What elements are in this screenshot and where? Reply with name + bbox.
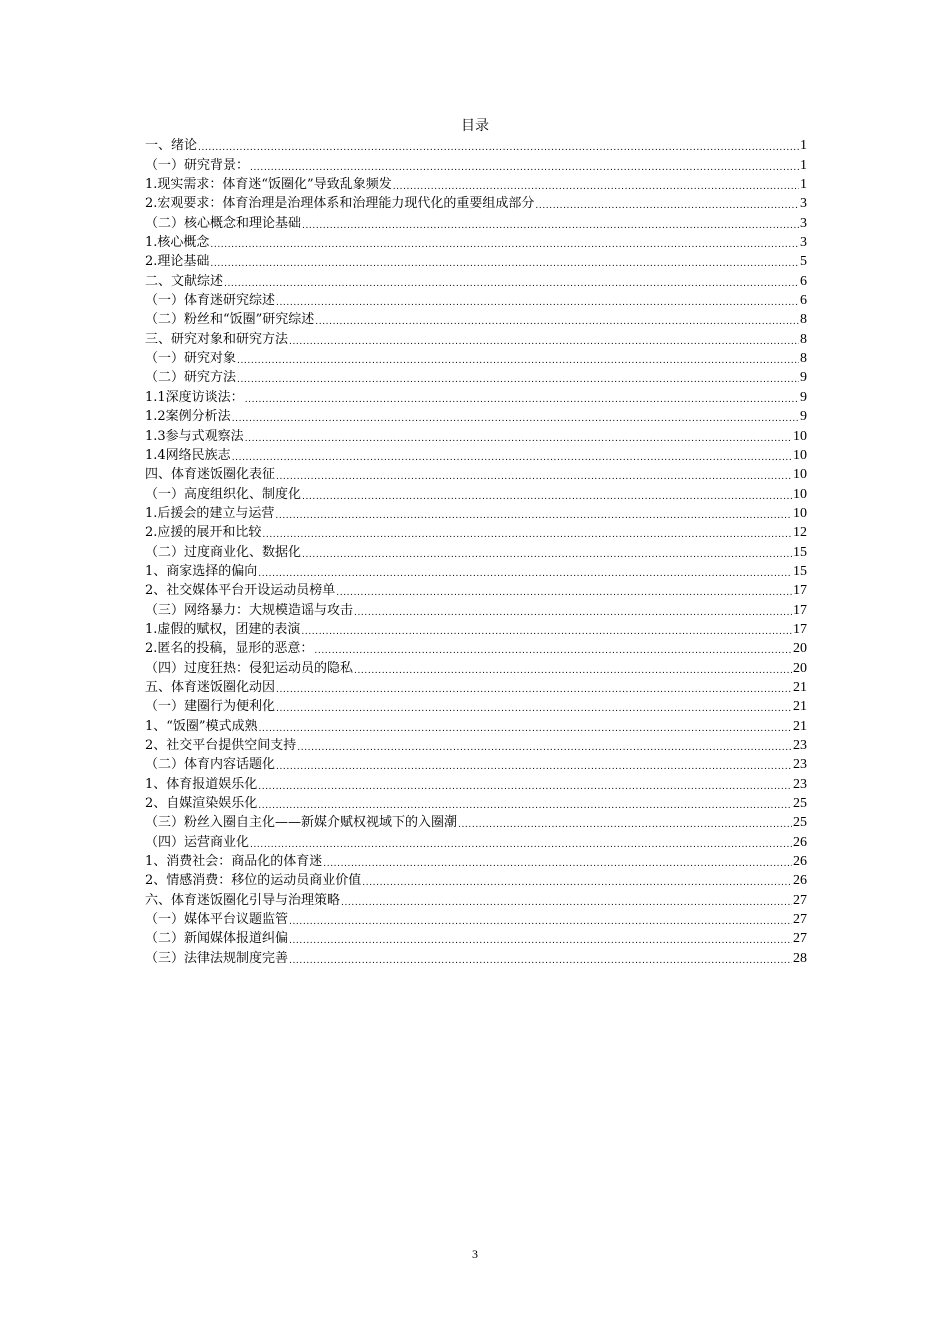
toc-entry[interactable]	[145, 233, 807, 252]
toc-entry-page: 21	[793, 679, 807, 695]
toc-entry-page: 26	[793, 854, 807, 870]
toc-entry[interactable]	[145, 271, 807, 290]
toc-entry-label: 1.现实需求：体育迷“饭圈化”导致乱象频发	[145, 177, 392, 193]
toc-entry-page: 8	[800, 351, 807, 367]
toc-dot-leader	[276, 755, 792, 774]
toc-dot-leader	[276, 465, 792, 484]
toc-entry-label: 四、体育迷饭圈化表征	[145, 467, 276, 483]
toc-entry-label: （四）过度狂热：侵犯运动员的隐私	[145, 660, 354, 676]
toc-entry-page: 9	[800, 409, 807, 425]
toc-dot-leader	[198, 136, 799, 155]
toc-entry-label: 2、社交平台提供空间支持	[145, 738, 297, 753]
toc-entry-page: 15	[793, 544, 807, 560]
toc-entry-page: 6	[800, 293, 807, 309]
toc-entry-page: 12	[793, 525, 807, 541]
toc-entry-label: 1.4网络民族志	[145, 447, 231, 463]
toc-entry[interactable]	[145, 852, 807, 871]
toc-dot-leader	[250, 156, 799, 175]
toc-entry-page: 25	[793, 815, 807, 831]
toc-dot-leader	[232, 446, 792, 465]
toc-dot-leader	[210, 252, 799, 271]
toc-dot-leader	[258, 562, 792, 581]
toc-entry-page: 26	[793, 873, 807, 889]
toc-entry-page: 20	[793, 641, 807, 657]
toc-entry-label: （一）高度组织化、制度化	[145, 486, 302, 502]
toc-dot-leader	[535, 194, 799, 213]
toc-dot-leader	[297, 736, 792, 755]
toc-entry-page: 10	[793, 428, 807, 444]
toc-entry-page: 28	[793, 950, 807, 966]
toc-entry[interactable]	[145, 523, 807, 542]
toc-entry-label: 一、绪论	[145, 138, 198, 154]
toc-entry[interactable]	[145, 368, 807, 387]
toc-entry-label: （二）研究方法	[145, 370, 237, 386]
toc-dot-leader	[289, 929, 792, 948]
page-number: 3	[472, 1247, 478, 1261]
toc-entry-label: （一）体育迷研究综述	[145, 293, 276, 309]
toc-dot-leader	[276, 697, 792, 716]
toc-entry-label: （三）法律法规制度完善	[145, 950, 289, 966]
toc-dot-leader	[458, 813, 792, 832]
toc-dot-leader	[224, 272, 799, 291]
toc-entry[interactable]	[145, 581, 807, 600]
toc-entry-label: 2.匿名的投稿，显形的恶意：	[145, 641, 314, 657]
toc-entry[interactable]	[145, 794, 807, 813]
toc-entry[interactable]	[145, 446, 807, 465]
toc-entry-page: 20	[793, 660, 807, 676]
toc-entry[interactable]	[145, 484, 807, 503]
toc-dot-leader	[250, 833, 792, 852]
toc-entry-page: 23	[793, 738, 807, 753]
toc-entry-page: 21	[793, 699, 807, 715]
toc-entry-label: 1.2案例分析法	[145, 409, 231, 425]
toc-dot-leader	[289, 949, 792, 968]
toc-entry-label: 2、自媒渲染娱乐化	[145, 796, 258, 812]
toc-dot-leader	[262, 523, 792, 542]
toc-entry[interactable]	[145, 697, 807, 716]
toc-entry-label: 2.宏观要求：体育治理是治理体系和治理能力现代化的重要组成部分	[145, 196, 535, 212]
toc-entry[interactable]	[145, 600, 807, 619]
toc-dot-leader	[232, 407, 799, 426]
toc-entry-page: 25	[793, 796, 807, 812]
toc-entry[interactable]	[145, 678, 807, 697]
toc-entry-page: 3	[800, 196, 807, 212]
toc-entry[interactable]	[145, 349, 807, 368]
toc-entry[interactable]	[145, 929, 807, 948]
toc-entry[interactable]	[145, 329, 807, 348]
toc-entry-label: （一）研究背景：	[145, 157, 250, 173]
toc-entry[interactable]	[145, 136, 807, 155]
toc-entry-page: 23	[793, 776, 807, 792]
toc-dot-leader	[302, 485, 792, 504]
toc-entry-page: 26	[793, 834, 807, 850]
toc-entry[interactable]	[145, 948, 807, 967]
toc-entry-page: 23	[793, 757, 807, 773]
toc-entry-page: 3	[800, 235, 807, 251]
toc-entry[interactable]	[145, 871, 807, 890]
toc-dot-leader	[245, 388, 799, 407]
toc-entry[interactable]	[145, 832, 807, 851]
toc-entry-label: 1.1深度访谈法：	[145, 389, 244, 405]
toc-entry[interactable]	[145, 813, 807, 832]
toc-dot-leader	[245, 427, 792, 446]
toc-entry[interactable]	[145, 175, 807, 194]
toc-dot-leader	[237, 349, 799, 368]
toc-entry-label: （一）媒体平台议题监管	[145, 912, 289, 928]
toc-dot-leader	[276, 678, 792, 697]
toc-title: 目录	[461, 118, 489, 134]
toc-entry[interactable]	[145, 755, 807, 774]
toc-dot-leader	[341, 891, 792, 910]
toc-entry[interactable]	[145, 562, 807, 581]
toc-dot-leader	[354, 601, 792, 620]
toc-entry-label: 1.后援会的建立与运营	[145, 505, 275, 521]
toc-entry-label: （二）体育内容话题化	[145, 757, 276, 773]
toc-dot-leader	[275, 504, 792, 523]
toc-entry[interactable]	[145, 426, 807, 445]
toc-entry[interactable]	[145, 658, 807, 677]
toc-entry[interactable]	[145, 542, 807, 561]
toc-entry[interactable]	[145, 504, 807, 523]
toc-entry-label: 2.理论基础	[145, 254, 210, 270]
toc-dot-leader	[393, 175, 799, 194]
toc-entry-page: 9	[800, 389, 807, 405]
toc-dot-leader	[259, 717, 792, 736]
toc-entry-page: 10	[793, 447, 807, 463]
toc-entry-label: 1、体育报道娱乐化	[145, 776, 258, 792]
toc-entry-page: 8	[800, 312, 807, 328]
toc-dot-leader	[258, 775, 792, 794]
toc-dot-leader	[362, 871, 792, 890]
toc-dot-leader	[289, 330, 799, 349]
toc-entry-label: 六、体育迷饭圈化引导与治理策略	[145, 892, 341, 908]
toc-dot-leader	[314, 639, 792, 658]
toc-entry-page: 1	[800, 157, 807, 173]
toc-entry-label: （三）网络暴力：大规模造谣与攻击	[145, 602, 354, 618]
toc-entry-label: （一）研究对象	[145, 351, 237, 367]
toc-entry-label: 五、体育迷饭圈化动因	[145, 679, 276, 695]
toc-dot-leader	[258, 794, 792, 813]
toc-entry-label: （四）运营商业化	[145, 834, 250, 850]
toc-entry[interactable]	[145, 291, 807, 310]
toc-entry-page: 17	[793, 621, 807, 637]
toc-entry[interactable]	[145, 716, 807, 735]
toc-entry-label: 2.应援的展开和比较	[145, 525, 262, 541]
toc-entry[interactable]	[145, 407, 807, 426]
toc-entry-label: （二）粉丝和“饭圈”研究综述	[145, 312, 315, 328]
toc-entry[interactable]	[145, 890, 807, 909]
toc-entry-page: 10	[793, 505, 807, 521]
toc-entry-page: 27	[793, 912, 807, 928]
table-of-contents	[145, 136, 807, 968]
toc-entry-label: 1.虚假的赋权，团建的表演	[145, 621, 301, 637]
toc-entry[interactable]	[145, 620, 807, 639]
toc-dot-leader	[323, 852, 792, 871]
toc-entry-label: （三）粉丝入圈自主化——新媒介赋权视域下的入圈潮	[145, 815, 458, 831]
toc-entry-label: （一）建圈行为便利化	[145, 699, 276, 715]
toc-entry-page: 5	[800, 254, 807, 270]
toc-entry-page: 21	[793, 718, 807, 734]
toc-entry[interactable]	[145, 387, 807, 406]
toc-entry[interactable]	[145, 252, 807, 271]
toc-entry-label: 2、社交媒体平台开设运动员榜单	[145, 583, 336, 599]
toc-entry[interactable]	[145, 774, 807, 793]
toc-dot-leader	[302, 543, 792, 562]
toc-entry[interactable]	[145, 910, 807, 929]
toc-entry[interactable]	[145, 639, 807, 658]
toc-entry-page: 8	[800, 331, 807, 347]
toc-entry[interactable]	[145, 465, 807, 484]
toc-entry[interactable]	[145, 194, 807, 213]
toc-entry-label: 1.核心概念	[145, 235, 210, 251]
toc-entry-label: 1.3参与式观察法	[145, 428, 244, 444]
toc-entry-page: 3	[800, 215, 807, 231]
toc-entry-page: 9	[800, 370, 807, 386]
toc-entry[interactable]	[145, 310, 807, 329]
toc-entry-page: 10	[793, 467, 807, 483]
toc-dot-leader	[237, 368, 799, 387]
toc-entry-label: 1、商家选择的偏向	[145, 563, 258, 579]
toc-entry[interactable]	[145, 213, 807, 232]
toc-entry[interactable]	[145, 155, 807, 174]
toc-entry-label: 三、研究对象和研究方法	[145, 331, 289, 347]
toc-dot-leader	[301, 620, 792, 639]
toc-dot-leader	[276, 291, 799, 310]
toc-dot-leader	[289, 910, 792, 929]
toc-entry-page: 6	[800, 273, 807, 289]
toc-entry-label: 1、消费社会：商品化的体育迷	[145, 854, 323, 870]
toc-dot-leader	[354, 659, 792, 678]
toc-entry[interactable]	[145, 736, 807, 755]
toc-entry-page: 17	[793, 602, 807, 618]
toc-entry-label: 2、情感消费：移位的运动员商业价值	[145, 873, 362, 889]
toc-dot-leader	[302, 214, 799, 233]
toc-entry-label: （二）核心概念和理论基础	[145, 215, 302, 231]
toc-entry-page: 27	[793, 931, 807, 947]
toc-dot-leader	[336, 581, 792, 600]
toc-entry-page: 27	[793, 892, 807, 908]
toc-entry-page: 1	[800, 177, 807, 193]
toc-entry-label: （二）过度商业化、数据化	[145, 544, 302, 560]
toc-dot-leader	[315, 310, 799, 329]
toc-entry-page: 10	[793, 486, 807, 502]
toc-entry-page: 17	[793, 583, 807, 599]
toc-entry-page: 1	[800, 138, 807, 154]
toc-entry-page: 15	[793, 563, 807, 579]
toc-entry-label: （二）新闻媒体报道纠偏	[145, 931, 289, 947]
toc-entry-label: 二、文献综述	[145, 273, 224, 289]
toc-entry-label: 1、“饭圈”模式成熟	[145, 718, 258, 734]
toc-dot-leader	[210, 233, 799, 252]
